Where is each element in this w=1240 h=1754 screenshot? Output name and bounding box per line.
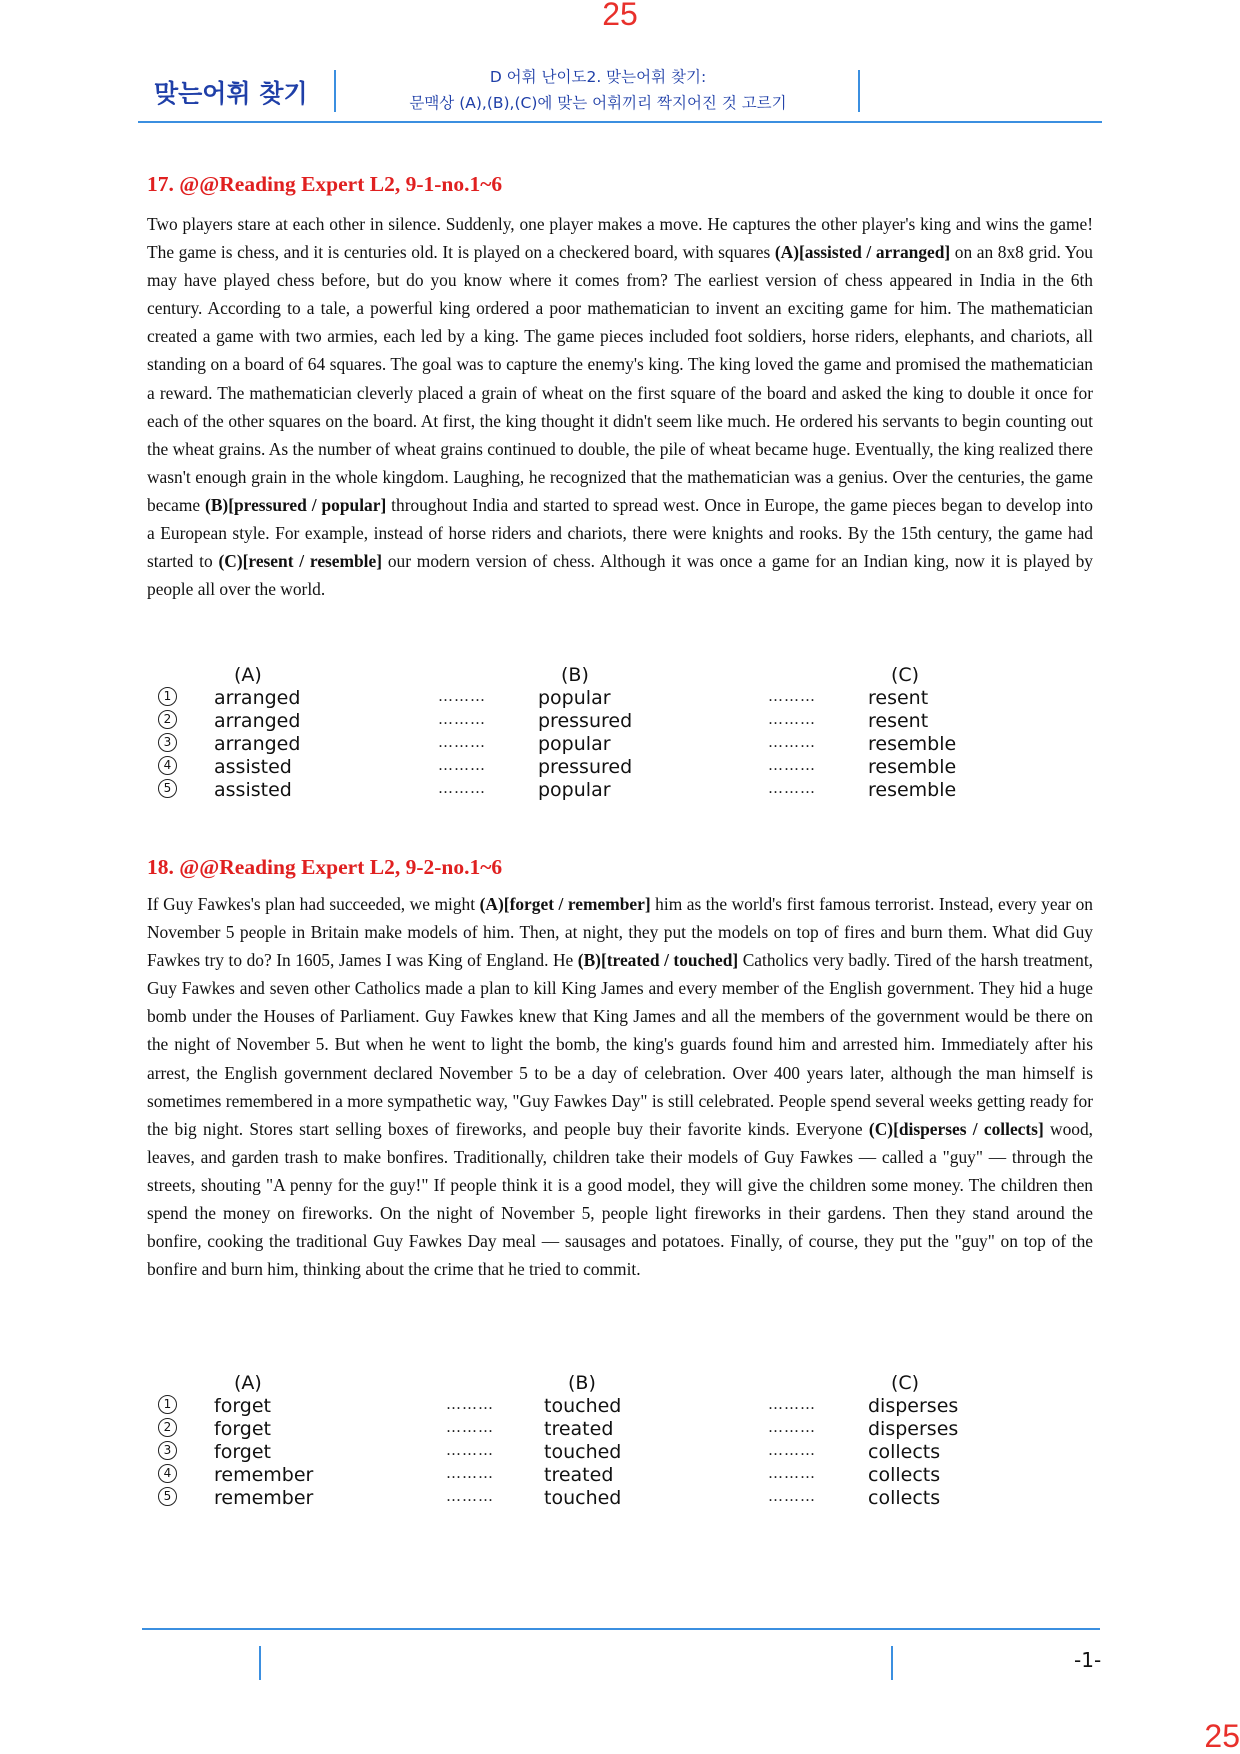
option-number: 4 bbox=[158, 756, 177, 775]
option-a: forget bbox=[214, 1418, 271, 1440]
answer-option-5[interactable] bbox=[158, 1487, 1018, 1510]
option-b: popular bbox=[538, 733, 611, 755]
blank-c: (C)[resent / resemble] bbox=[218, 551, 383, 572]
dots-separator: ……… bbox=[446, 1395, 494, 1413]
option-a: arranged bbox=[214, 710, 301, 732]
dots-separator: ……… bbox=[768, 687, 816, 705]
footer-rule bbox=[142, 1628, 1100, 1630]
blank-b: (B)[treated / touched] bbox=[577, 950, 739, 971]
option-a: remember bbox=[214, 1487, 314, 1509]
options-header-a: (A) bbox=[234, 664, 262, 686]
dots-separator: ……… bbox=[768, 710, 816, 728]
dots-separator: ……… bbox=[768, 1464, 816, 1482]
dots-separator: ……… bbox=[438, 756, 486, 774]
option-c: collects bbox=[868, 1464, 941, 1486]
question-18-title: 18. @@Reading Expert L2, 9-2-no.1~6 bbox=[147, 855, 503, 879]
passage-text: wood, leaves, and garden trash to make bonfires. Traditionally, children take their models of Guy Fawkes — called a "guy" — through the streets, shouting "A penny for the guy!" If people think it is a good model, they will give the children some money. The children then spend the money on fireworks. On the night of November 5, people light fireworks in their gardens. Then they stand around the bonfire, cooking the traditional Guy Fawkes Day meal — sausages and potatoes. Finally, of course, they put the "guy" on top of the bonfire and burn him, thinking about the crime that he tried to commit. bbox=[147, 1118, 1093, 1280]
dots-separator: ……… bbox=[768, 733, 816, 751]
header-subtitle-line1: D 어휘 난이도2. 맞는어휘 찾기: bbox=[489, 68, 707, 86]
passage-text: Two players stare at each other in silence. Suddenly, one player makes a move. He captures the other player's king and wins the game! The game is chess, and it is centuries old. It is played on a checkered board, with squares bbox=[147, 214, 1093, 263]
option-c: resent bbox=[868, 687, 929, 709]
dots-separator: ……… bbox=[768, 779, 816, 797]
option-c: collects bbox=[868, 1441, 941, 1463]
header-subtitle-line2: 문맥상 (A),(B),(C)에 맞는 어휘끼리 짝지어진 것 고르기 bbox=[409, 94, 787, 112]
option-c: resemble bbox=[868, 756, 957, 778]
option-c: resent bbox=[868, 710, 929, 732]
footer-divider bbox=[259, 1646, 261, 1680]
footer-divider bbox=[891, 1646, 893, 1680]
answer-option-5[interactable] bbox=[158, 779, 1018, 802]
option-number: 5 bbox=[158, 779, 177, 798]
header-divider bbox=[858, 70, 860, 112]
option-b: touched bbox=[544, 1395, 622, 1417]
answer-option-2[interactable] bbox=[158, 710, 1018, 733]
dots-separator: ……… bbox=[438, 733, 486, 751]
option-number: 2 bbox=[158, 710, 177, 729]
dots-separator: ……… bbox=[438, 779, 486, 797]
option-number: 4 bbox=[158, 1464, 177, 1483]
passage-text: If Guy Fawkes's plan had succeeded, we might bbox=[147, 894, 480, 914]
dots-separator: ……… bbox=[438, 710, 486, 728]
option-b: treated bbox=[544, 1418, 614, 1440]
passage-text: him as the world's first famous terrorist. Instead, every year on November 5 people in Britain make models of him. Then, at night, they put the models on top of fires and burn them. What did Guy Fawkes try to do? In 1605, James I was King of England. He bbox=[147, 894, 1093, 971]
page-number-bottom: 25 bbox=[1204, 1718, 1240, 1754]
blank-a: (A)[forget / remember] bbox=[479, 894, 651, 914]
passage-text: throughout India and started to spread west. Once in Europe, the game pieces began to develop into a European style. For example, instead of horse riders and chariots, there were knights and rooks. By the 15th century, the game had started to bbox=[147, 494, 1093, 572]
option-c: resemble bbox=[868, 779, 957, 801]
question-17-passage bbox=[147, 210, 1093, 603]
answer-option-3[interactable] bbox=[158, 733, 1018, 756]
dots-separator: ……… bbox=[768, 1441, 816, 1459]
option-number: 2 bbox=[158, 1418, 177, 1437]
blank-b: (B)[pressured / popular] bbox=[205, 494, 387, 515]
blank-c: (C)[disperses / collects] bbox=[868, 1118, 1044, 1139]
dots-separator: ……… bbox=[446, 1418, 494, 1436]
option-b: pressured bbox=[538, 710, 633, 732]
options-header-b: (B) bbox=[568, 1372, 596, 1394]
option-a: forget bbox=[214, 1441, 271, 1463]
option-b: touched bbox=[544, 1441, 622, 1463]
option-c: disperses bbox=[868, 1395, 959, 1417]
option-b: touched bbox=[544, 1487, 622, 1509]
option-b: popular bbox=[538, 779, 611, 801]
question-17-title: 17. @@Reading Expert L2, 9-1-no.1~6 bbox=[147, 172, 503, 196]
header-title: 맞는어휘 찾기 bbox=[154, 79, 308, 108]
option-number: 5 bbox=[158, 1487, 177, 1506]
option-number: 1 bbox=[158, 687, 177, 706]
option-a: arranged bbox=[214, 687, 301, 709]
answer-option-3[interactable] bbox=[158, 1441, 1018, 1464]
question-18-passage bbox=[147, 890, 1093, 1283]
passage-text: our modern version of chess. Although it was once a game for an Indian king, now it is played by people all over the world. bbox=[147, 551, 1093, 600]
passage-text: Catholics very badly. Tired of the harsh treatment, Guy Fawkes and seven other Catholics made a plan to kill King James and every member of the English government. They hid a huge bomb under the Houses of Parliament. Guy Fawkes knew that King James and all the members of the government would be there on the night of November 5. But when he went to light the bomb, the king's guards found him and arrested him. Immediately after his arrest, the English government declared November 5 to be a day of celebration. Over 400 years later, although the man himself is sometimes remembered in a more sympathetic way, "Guy Fawkes Day" is still celebrated. People spend several weeks getting ready for the big night. Stores start selling boxes of fireworks, and people buy their favorite kinds. Everyone bbox=[147, 950, 1094, 1139]
dots-separator: ……… bbox=[768, 756, 816, 774]
option-b: pressured bbox=[538, 756, 633, 778]
dots-separator: ……… bbox=[768, 1418, 816, 1436]
page-number-top: 25 bbox=[602, 0, 638, 32]
option-c: collects bbox=[868, 1487, 941, 1509]
dots-separator: ……… bbox=[446, 1464, 494, 1482]
option-a: assisted bbox=[214, 756, 292, 778]
option-a: remember bbox=[214, 1464, 314, 1486]
options-header-a: (A) bbox=[234, 1372, 262, 1394]
dots-separator: ……… bbox=[768, 1395, 816, 1413]
passage-text: on an 8x8 grid. You may have played chess before, but do you know where it comes from? The earliest version of chess appeared in India in the 6th century. According to a tale, a powerful king ordered a poor mathematician to invent an exciting game for him. The mathematician created a game with two armies, each led by a king. The game pieces included foot soldiers, horse riders, elephants, and chariots, all standing on a board of 64 squares. The goal was to capture the enemy's king. The king loved the game and promised the mathematician a reward. The mathematician cleverly placed a grain of wheat on the first square of the board and asked the king to double it once for each of the other squares on the board. At first, the king thought it didn't seem like much. He ordered his servants to begin counting out the wheat grains. As the number of wheat grains continued to double, the pile of wheat became huge. Eventually, the king realized there wasn't enough grain in the whole kingdom. Laughing, he recognized that the mathematician was a genius. Over the centuries, the game became bbox=[147, 242, 1093, 515]
blank-a: (A)[assisted / arranged] bbox=[774, 242, 951, 263]
answer-option-2[interactable] bbox=[158, 1418, 1018, 1441]
options-header-b: (B) bbox=[561, 664, 589, 686]
answer-option-4[interactable] bbox=[158, 1464, 1018, 1487]
options-header-c: (C) bbox=[891, 664, 920, 686]
answer-option-4[interactable] bbox=[158, 756, 1018, 779]
option-b: treated bbox=[544, 1464, 614, 1486]
option-number: 3 bbox=[158, 733, 177, 752]
option-a: forget bbox=[214, 1395, 271, 1417]
option-number: 1 bbox=[158, 1395, 177, 1414]
footer-page-label: -1- bbox=[1074, 1648, 1102, 1672]
dots-separator: ……… bbox=[446, 1441, 494, 1459]
answer-option-1[interactable] bbox=[158, 1395, 1018, 1418]
dots-separator: ……… bbox=[768, 1487, 816, 1505]
options-header-c: (C) bbox=[891, 1372, 920, 1394]
option-b: popular bbox=[538, 687, 611, 709]
option-a: assisted bbox=[214, 779, 292, 801]
header-divider bbox=[334, 70, 336, 112]
header-rule bbox=[138, 121, 1102, 123]
page-header bbox=[138, 60, 1102, 124]
option-number: 3 bbox=[158, 1441, 177, 1460]
option-c: disperses bbox=[868, 1418, 959, 1440]
dots-separator: ……… bbox=[446, 1487, 494, 1505]
answer-option-1[interactable] bbox=[158, 687, 1018, 710]
option-a: arranged bbox=[214, 733, 301, 755]
option-c: resemble bbox=[868, 733, 957, 755]
dots-separator: ……… bbox=[438, 687, 486, 705]
